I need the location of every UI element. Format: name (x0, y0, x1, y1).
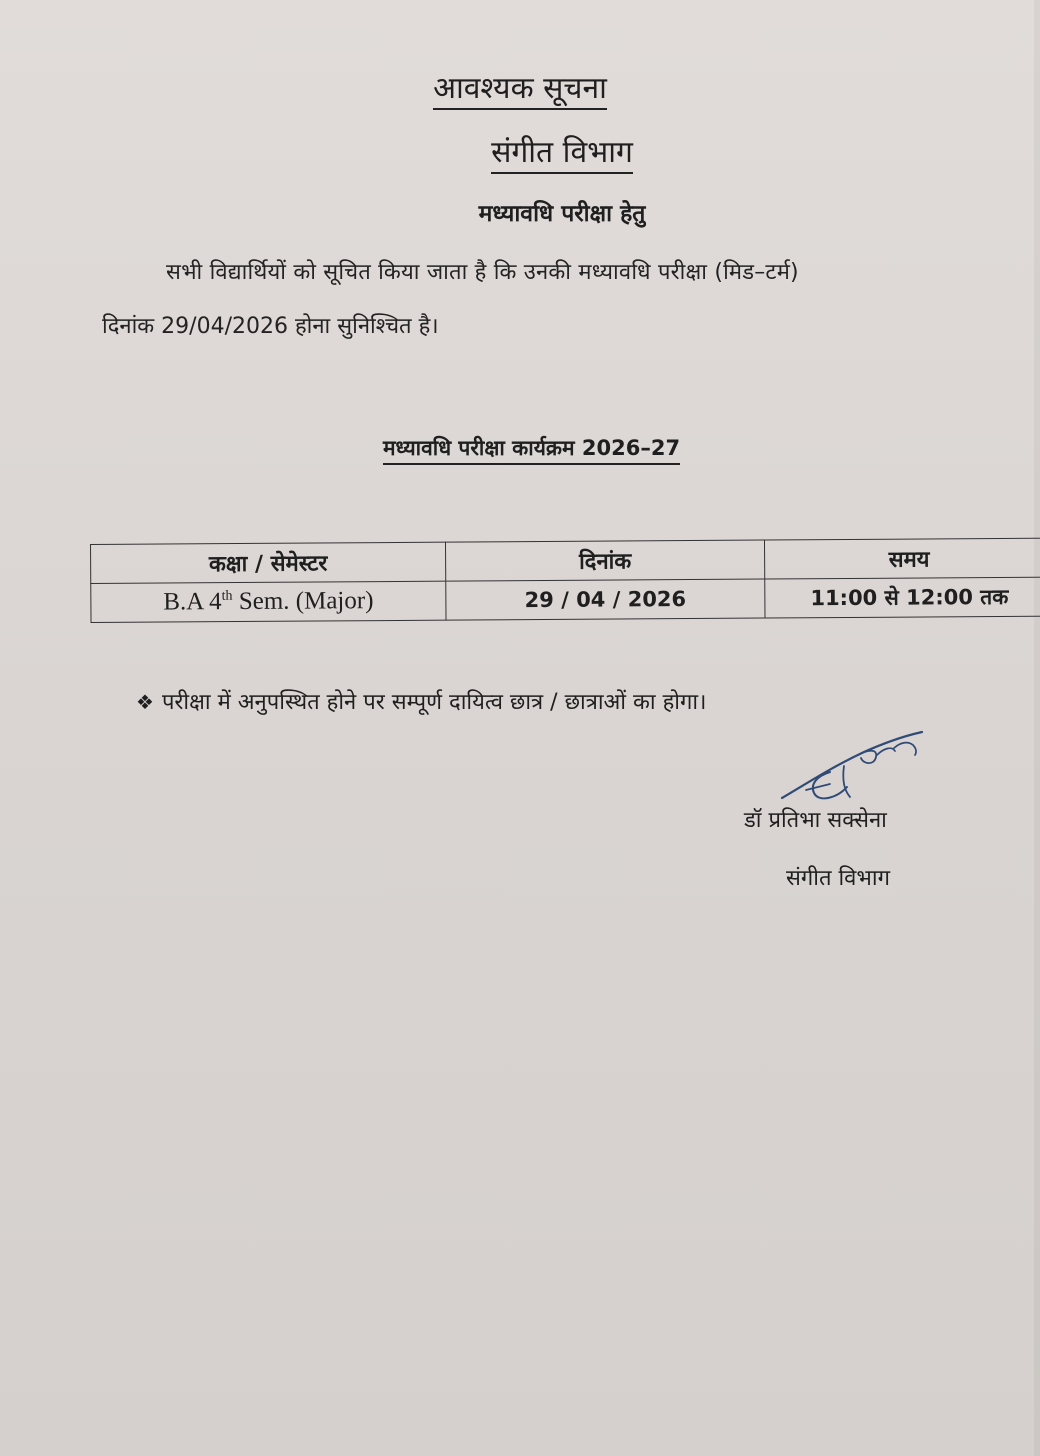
attendance-note-text: परीक्षा में अनुपस्थित होने पर सम्पूर्ण दायित्व छात्र / छात्राओं का होगा। (161, 690, 707, 715)
exam-schedule-table (90, 538, 1040, 628)
class-semester-cell (91, 581, 446, 622)
diamond-bullet-icon: ❖ (136, 690, 154, 714)
table-header-row (91, 538, 1040, 583)
signature-icon (772, 724, 932, 814)
attendance-note (136, 686, 706, 716)
table-header-class: कक्षा / सेमेस्टर (91, 542, 446, 583)
schedule-title: मध्यावधि परीक्षा कार्यक्रम 2026–27 (383, 434, 680, 465)
table-header-date: दिनांक (445, 540, 764, 581)
notice-title (0, 66, 1040, 107)
signatory-name: डॉ प्रतिभा सक्सेना (744, 808, 887, 833)
notice-subject: मध्यावधि परीक्षा हेतु (478, 201, 646, 227)
table-row (91, 577, 1040, 622)
notice-body-line-2: दिनांक 29/04/2026 होना सुनिश्चित है। (102, 314, 439, 339)
class-prefix: B.A 4 (163, 588, 222, 616)
department-heading-text: संगीत विभाग (491, 135, 633, 174)
notice-title-text: आवश्यक सूचना (433, 71, 607, 110)
class-superscript: th (221, 588, 233, 604)
department-heading (0, 130, 1040, 171)
class-suffix: Sem. (Major) (232, 587, 374, 616)
notice-body-line-1: सभी विद्यार्थियों को सूचित किया जाता है कि उनकी मध्यावधि परीक्षा (मिड–टर्म) (166, 260, 799, 285)
signatory-department: संगीत विभाग (786, 866, 890, 891)
exam-date-cell: 29 / 04 / 2026 (446, 579, 765, 620)
table-header-time: समय (764, 538, 1040, 579)
exam-time-cell: 11:00 से 12:00 तक (765, 577, 1040, 618)
